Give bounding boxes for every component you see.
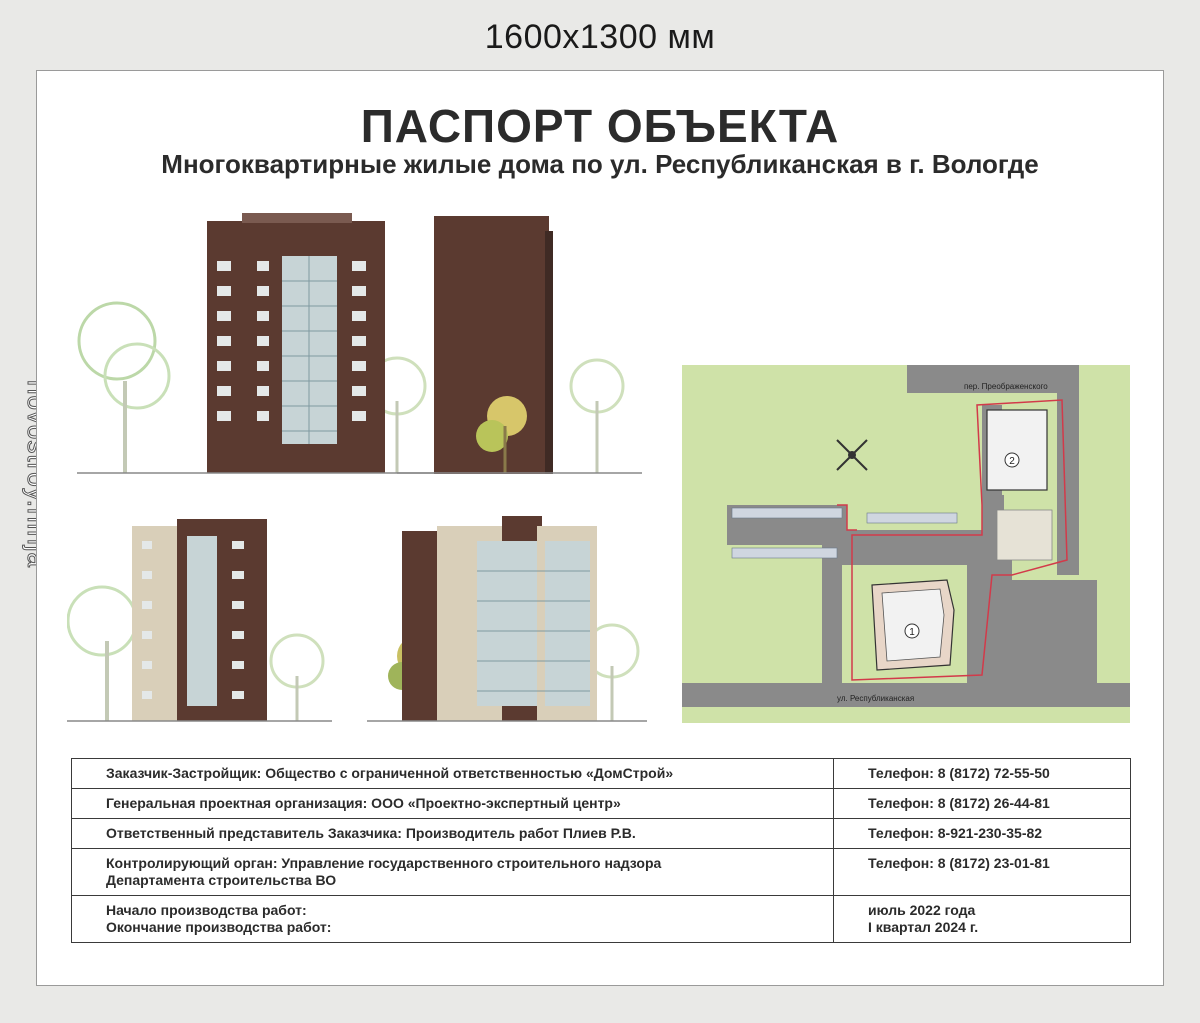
page-subtitle: Многоквартирные жилые дома по ул. Республиканская в г. Вологде bbox=[161, 149, 1039, 179]
info-cell-right: июль 2022 года I квартал 2024 г. bbox=[834, 896, 1131, 943]
info-cell-left: Заказчик-Застройщик: Общество с ограниченной ответственностью «ДомСтрой» bbox=[72, 759, 834, 789]
info-cell-left: Ответственный представитель Заказчика: Производитель работ Плиев Р.В. bbox=[72, 819, 834, 849]
building-2 bbox=[987, 410, 1047, 490]
table-row bbox=[72, 759, 1131, 789]
playground bbox=[997, 510, 1052, 560]
street-label-top: пер. Преображенского bbox=[964, 382, 1048, 391]
info-cell-right: Телефон: 8 (8172) 72-55-50 bbox=[834, 759, 1131, 789]
board-size-label: 1600x1300 мм bbox=[484, 18, 716, 56]
table-row bbox=[72, 789, 1131, 819]
info-cell-left: Контролирующий орган: Управление государственного строительного надзора Департамента строительства ВО bbox=[72, 849, 834, 896]
brick-tower bbox=[207, 213, 385, 473]
table-row bbox=[72, 896, 1131, 943]
building-2-label: 2 bbox=[1009, 456, 1015, 467]
page-title: ПАСПОРТ ОБЪЕКТА bbox=[360, 100, 840, 152]
street-label-bottom: ул. Республиканская bbox=[837, 694, 915, 703]
info-cell-right: Телефон: 8 (8172) 26-44-81 bbox=[834, 789, 1131, 819]
elevation-rear-view bbox=[67, 511, 337, 726]
site-plan bbox=[682, 365, 1130, 723]
building-1 bbox=[872, 580, 954, 670]
info-cell-left: Начало производства работ: Окончание производства работ: bbox=[72, 896, 834, 943]
table-row bbox=[72, 819, 1131, 849]
project-info-table bbox=[71, 758, 1131, 943]
info-cell-right: Телефон: 8 (8172) 23-01-81 bbox=[834, 849, 1131, 896]
info-cell-right: Телефон: 8-921-230-35-82 bbox=[834, 819, 1131, 849]
elevation-courtyard-view bbox=[367, 511, 652, 726]
table-row bbox=[72, 849, 1131, 896]
object-passport-board bbox=[36, 70, 1164, 986]
elevation-side-view bbox=[397, 211, 647, 481]
building-1-label: 1 bbox=[909, 627, 915, 638]
info-cell-left: Генеральная проектная организация: ООО «Проектно-экспертный центр» bbox=[72, 789, 834, 819]
